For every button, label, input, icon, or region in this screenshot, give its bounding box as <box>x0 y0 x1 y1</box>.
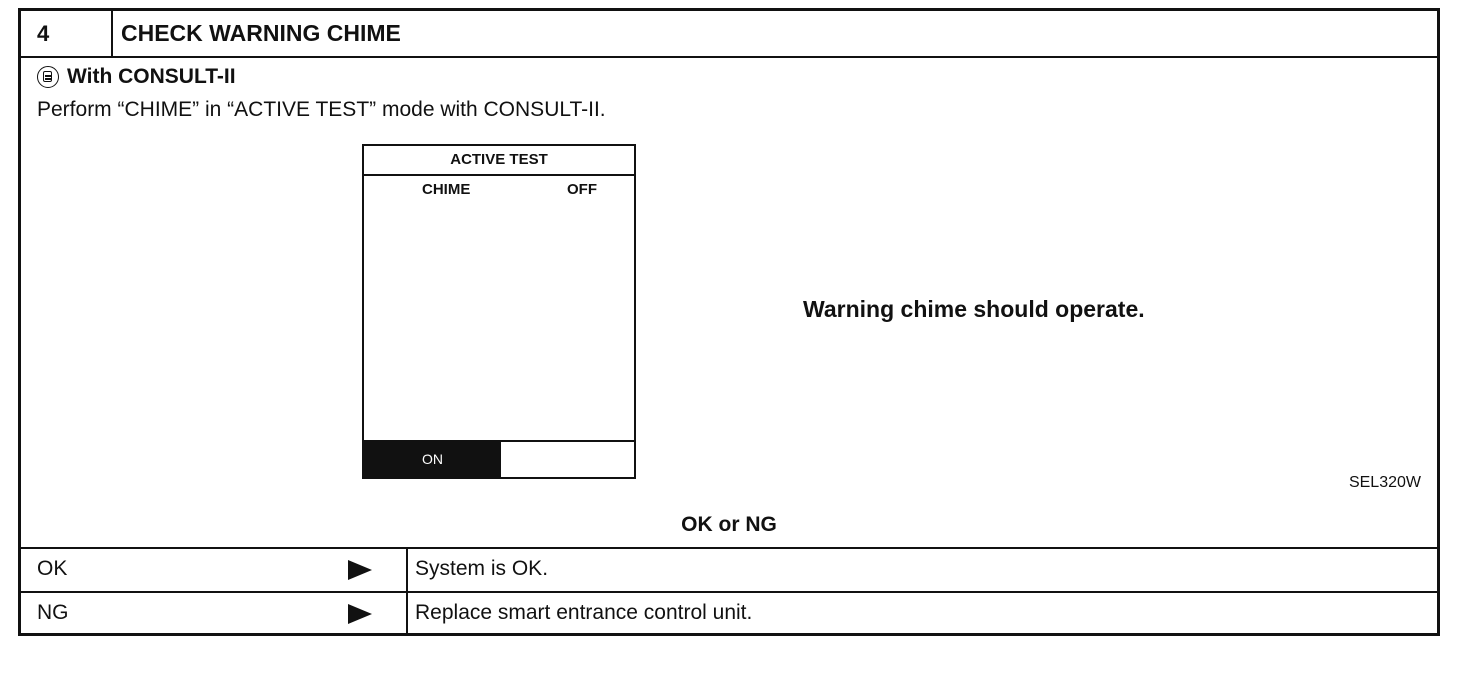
step-table <box>18 8 1440 636</box>
test-item-value: OFF <box>567 181 597 198</box>
column-divider <box>406 593 408 635</box>
decision-action: Replace smart entrance control unit. <box>415 601 753 624</box>
decision-heading: OK or NG <box>681 513 777 536</box>
consult-ii-icon <box>37 66 59 88</box>
decision-label: OK <box>37 557 68 580</box>
figure-id: SEL320W <box>1348 474 1421 491</box>
column-divider <box>406 549 408 591</box>
step-header <box>21 11 1437 58</box>
instruction-text: Perform “CHIME” in “ACTIVE TEST” mode with CONSULT-II. <box>37 98 606 121</box>
on-button[interactable]: ON <box>364 442 501 477</box>
decision-action: System is OK. <box>415 557 549 580</box>
expected-result: Warning chime should operate. <box>803 296 1145 322</box>
empty-button-slot <box>501 442 634 477</box>
consult-screen <box>362 144 636 479</box>
arrow-right-icon <box>348 604 372 624</box>
step-number: 4 <box>21 11 113 56</box>
test-item-label: CHIME <box>422 181 471 198</box>
screen-button-bar <box>364 440 634 477</box>
screen-title: ACTIVE TEST <box>364 146 634 176</box>
consult-label: With CONSULT-II <box>67 65 236 88</box>
arrow-right-icon <box>348 560 372 580</box>
step-title: CHECK WARNING CHIME <box>121 20 401 46</box>
decision-label: NG <box>37 601 69 624</box>
consult-heading <box>37 65 236 89</box>
decision-row-ok <box>21 547 1437 589</box>
decision-row-ng <box>21 591 1437 633</box>
